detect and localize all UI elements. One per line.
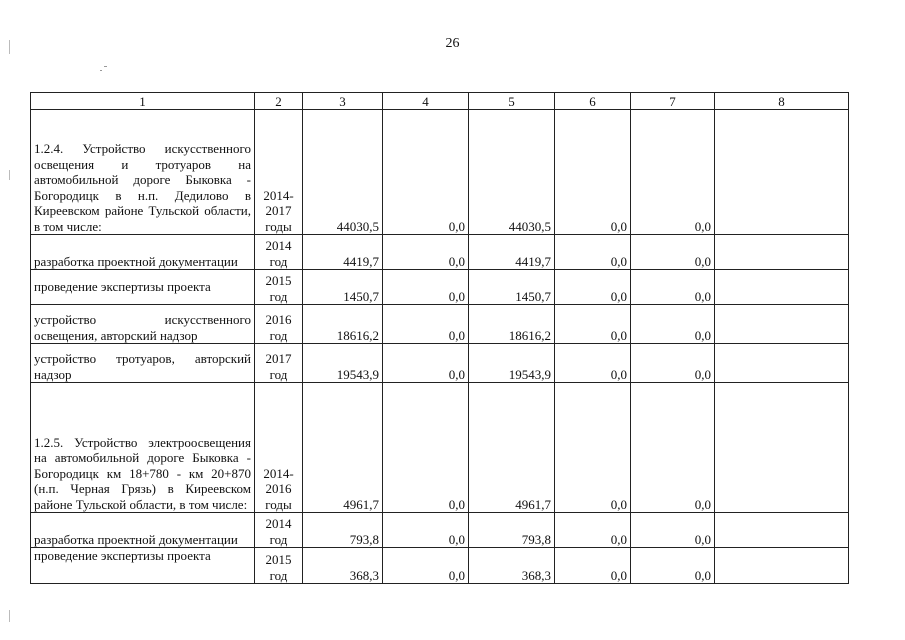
header-row <box>31 93 849 110</box>
total-cell: 19543,9 <box>303 344 383 383</box>
value-cell-7: 0,0 <box>631 548 715 584</box>
value-cell-8 <box>715 235 849 270</box>
total-cell: 793,8 <box>303 513 383 548</box>
value-cell-8 <box>715 305 849 344</box>
column-header: 1 <box>31 93 255 110</box>
page-number: 26 <box>445 36 460 51</box>
value-cell-4: 0,0 <box>383 305 469 344</box>
value-cell-7: 0,0 <box>631 513 715 548</box>
value-cell-5: 18616,2 <box>469 305 555 344</box>
scan-speck <box>100 70 102 71</box>
value-cell-6: 0,0 <box>555 383 631 513</box>
column-header: 3 <box>303 93 383 110</box>
budget-table <box>30 92 849 584</box>
row-description: устройство искусственного освещения, авторский надзор <box>31 305 255 344</box>
value-cell-4: 0,0 <box>383 513 469 548</box>
value-cell-6: 0,0 <box>555 305 631 344</box>
value-cell-8 <box>715 383 849 513</box>
total-cell: 44030,5 <box>303 110 383 235</box>
row-period: 2014-2017 годы <box>255 110 303 235</box>
value-cell-5: 1450,7 <box>469 270 555 305</box>
value-cell-7: 0,0 <box>631 270 715 305</box>
value-cell-5: 19543,9 <box>469 344 555 383</box>
value-cell-6: 0,0 <box>555 110 631 235</box>
value-cell-6: 0,0 <box>555 513 631 548</box>
value-cell-5: 4961,7 <box>469 383 555 513</box>
value-cell-4: 0,0 <box>383 548 469 584</box>
table-row <box>31 383 849 513</box>
column-header: 4 <box>383 93 469 110</box>
value-cell-8 <box>715 344 849 383</box>
row-period: 2014-2016 годы <box>255 383 303 513</box>
value-cell-5: 368,3 <box>469 548 555 584</box>
value-cell-4: 0,0 <box>383 344 469 383</box>
table-row <box>31 270 849 305</box>
row-period: 2016 год <box>255 305 303 344</box>
value-cell-6: 0,0 <box>555 548 631 584</box>
row-description: устройство тротуаров, авторский надзор <box>31 344 255 383</box>
row-period: 2014 год <box>255 513 303 548</box>
row-description: 1.2.5. Устройство электроосвещения на автомобильной дороге Быковка - Богородицк км 18+780 - км 20+870 (н.п. Черная Грязь) в Киреевском районе Тульской области, в том числе: <box>31 383 255 513</box>
value-cell-8 <box>715 110 849 235</box>
value-cell-8 <box>715 548 849 584</box>
value-cell-5: 4419,7 <box>469 235 555 270</box>
total-cell: 1450,7 <box>303 270 383 305</box>
value-cell-6: 0,0 <box>555 270 631 305</box>
value-cell-4: 0,0 <box>383 270 469 305</box>
row-period: 2015 год <box>255 548 303 584</box>
table-row <box>31 110 849 235</box>
column-header: 6 <box>555 93 631 110</box>
value-cell-4: 0,0 <box>383 110 469 235</box>
table-row <box>31 548 849 584</box>
value-cell-6: 0,0 <box>555 344 631 383</box>
row-description: разработка проектной документации <box>31 513 255 548</box>
row-description: разработка проектной документации <box>31 235 255 270</box>
value-cell-7: 0,0 <box>631 110 715 235</box>
value-cell-7: 0,0 <box>631 383 715 513</box>
value-cell-7: 0,0 <box>631 344 715 383</box>
scan-edge-mark <box>9 40 10 54</box>
row-period: 2015 год <box>255 270 303 305</box>
table-row <box>31 305 849 344</box>
value-cell-6: 0,0 <box>555 235 631 270</box>
row-description: 1.2.4. Устройство искусственного освещения и тротуаров на автомобильной дороге Быковка - Богородицк в н.п. Дедилово в Киреевском районе Тульской области, в том числе: <box>31 110 255 235</box>
total-cell: 4961,7 <box>303 383 383 513</box>
row-description: проведение экспертизы проекта <box>31 270 255 305</box>
column-header: 7 <box>631 93 715 110</box>
table-row <box>31 344 849 383</box>
column-header: 2 <box>255 93 303 110</box>
value-cell-8 <box>715 270 849 305</box>
value-cell-5: 793,8 <box>469 513 555 548</box>
scan-edge-mark <box>9 170 10 180</box>
row-description: проведение экспертизы проекта <box>31 548 255 584</box>
column-header: 5 <box>469 93 555 110</box>
column-header: 8 <box>715 93 849 110</box>
value-cell-8 <box>715 513 849 548</box>
total-cell: 18616,2 <box>303 305 383 344</box>
total-cell: 4419,7 <box>303 235 383 270</box>
scan-edge-mark <box>9 610 10 622</box>
value-cell-4: 0,0 <box>383 235 469 270</box>
table-row <box>31 235 849 270</box>
row-period: 2017 год <box>255 344 303 383</box>
value-cell-4: 0,0 <box>383 383 469 513</box>
row-period: 2014 год <box>255 235 303 270</box>
table-row <box>31 513 849 548</box>
value-cell-7: 0,0 <box>631 305 715 344</box>
scan-speck <box>104 66 107 67</box>
value-cell-7: 0,0 <box>631 235 715 270</box>
value-cell-5: 44030,5 <box>469 110 555 235</box>
total-cell: 368,3 <box>303 548 383 584</box>
